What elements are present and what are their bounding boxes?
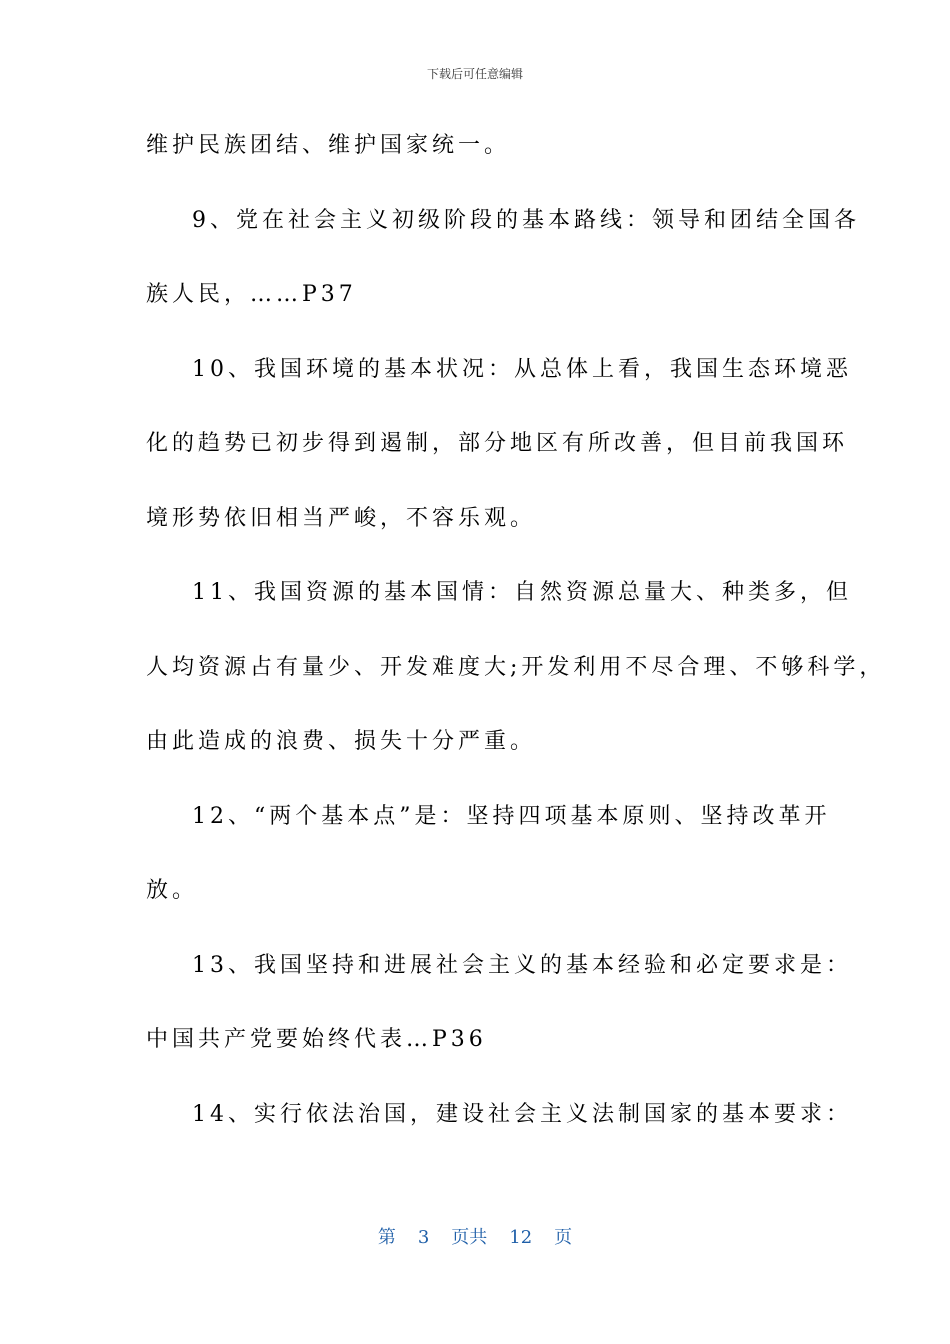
footer-total-pages: 12 [509, 1227, 533, 1248]
text-line-10: 12、“两个基本点”是：坚持四项基本原则、坚持改革开 [192, 803, 831, 829]
footer-current-page: 3 [417, 1227, 430, 1248]
text-line-11: 放。 [146, 878, 199, 903]
page-footer [0, 1226, 950, 1250]
text-line-1: 维护民族团结、维护国家统一。 [146, 133, 511, 158]
text-line-6: 境形势依旧相当严峻，不容乐观。 [146, 505, 537, 531]
text-line-13: 中国共产党要始终代表…P36 [146, 1027, 487, 1052]
footer-prefix: 第 [377, 1227, 396, 1248]
text-line-8: 人均资源占有量少、开发难度大;开发利用不尽合理、不够科学， [146, 654, 886, 680]
document-body [146, 126, 886, 1169]
text-line-4: 10、我国环境的基本状况：从总体上看，我国生态环境恶 [192, 356, 852, 382]
header-note: 下载后可任意编辑 [426, 67, 523, 81]
text-line-14: 14、实行依法治国，建设社会主义法制国家的基本要求： [192, 1101, 852, 1127]
text-line-3: 族人民，……P37 [146, 282, 357, 307]
footer-middle: 页共 [451, 1227, 488, 1248]
footer-suffix: 页 [554, 1227, 573, 1248]
text-line-12: 13、我国坚持和进展社会主义的基本经验和必定要求是： [192, 952, 852, 978]
text-line-9: 由此造成的浪费、损失十分严重。 [146, 729, 537, 754]
text-line-7: 11、我国资源的基本国情：自然资源总量大、种类多，但 [192, 580, 852, 605]
text-line-2: 9、党在社会主义初级阶段的基本路线：领导和团结全国各 [192, 207, 860, 233]
text-line-5: 化的趋势已初步得到遏制，部分地区有所改善，但目前我国环 [146, 431, 849, 456]
